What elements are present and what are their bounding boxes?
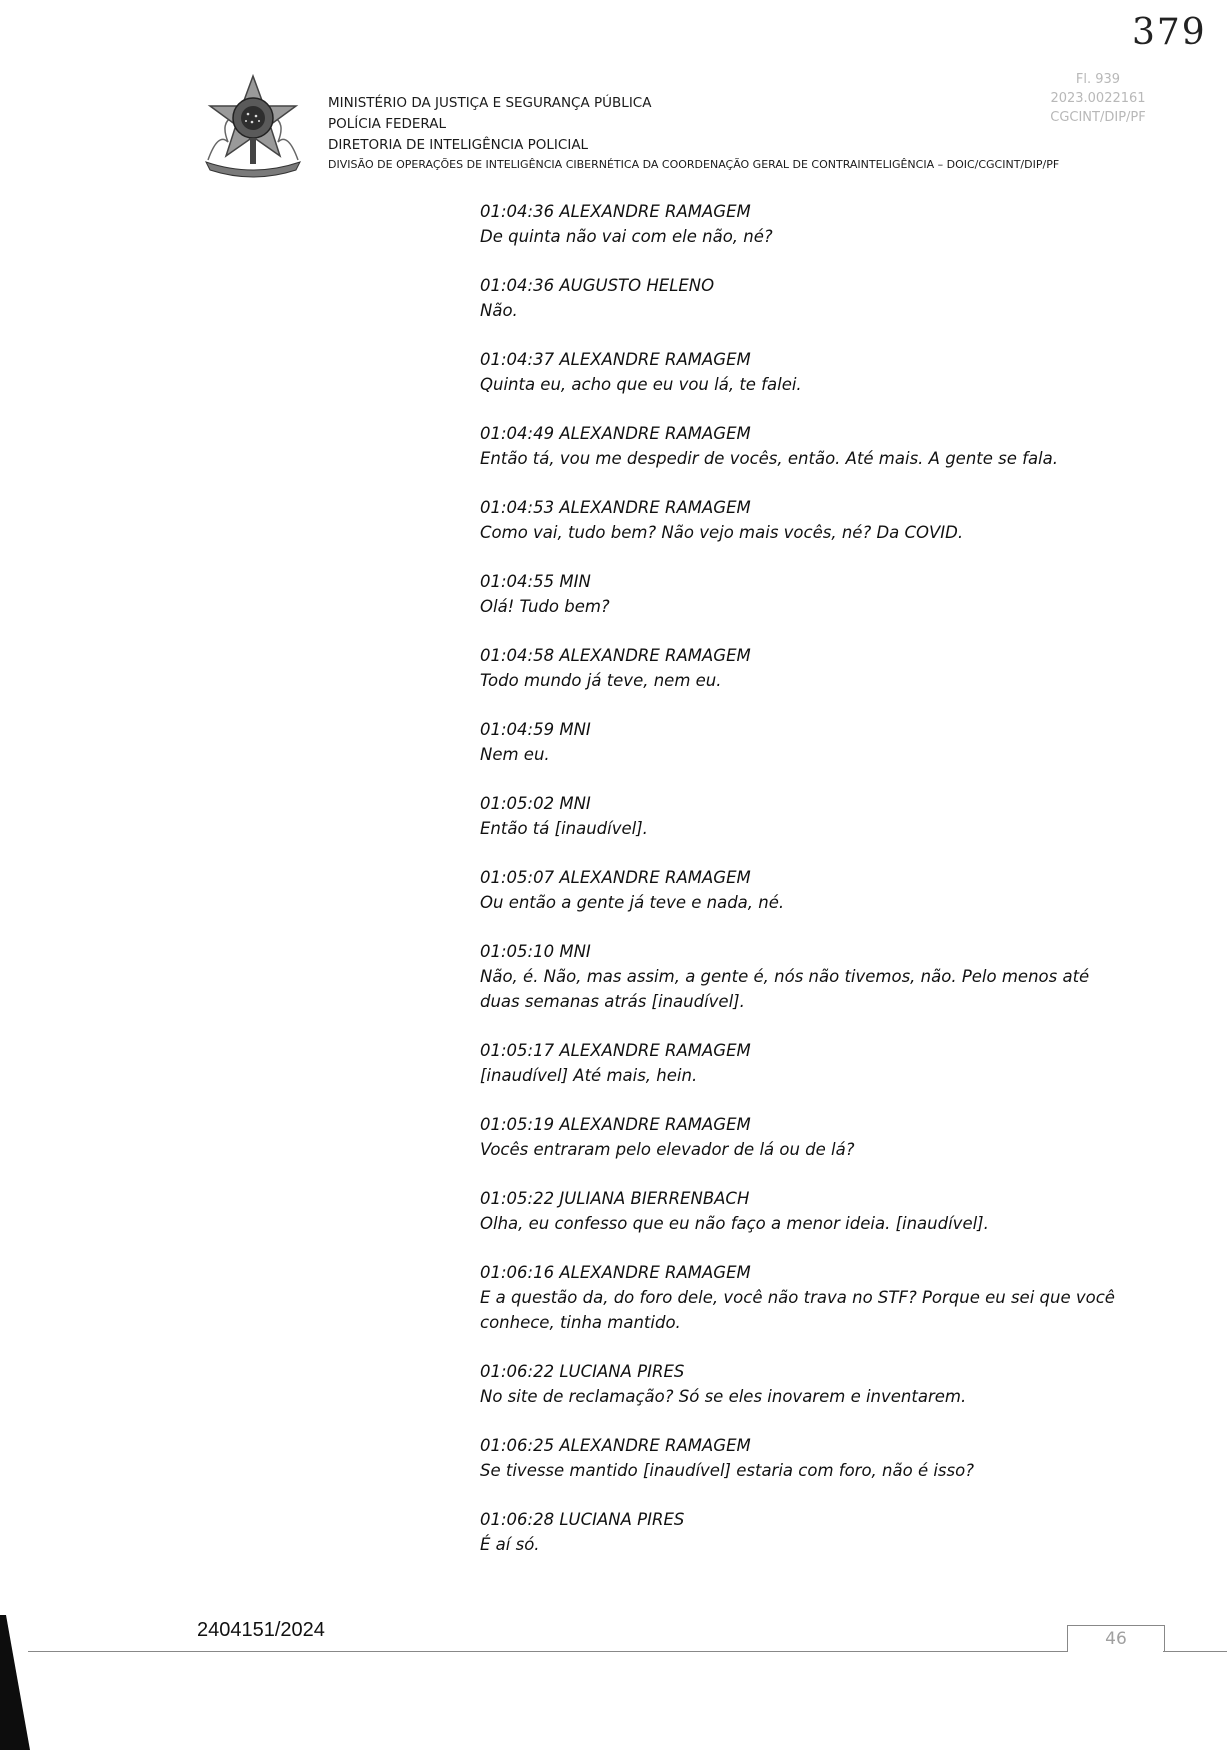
footer-page-number: 46: [1067, 1625, 1165, 1652]
speaker-timestamp: 01:05:07 ALEXANDRE RAMAGEM: [480, 868, 751, 887]
footer-rule-right: [1163, 1651, 1227, 1652]
transcript-entry: [480, 717, 1120, 767]
utterance: Vocês entraram pelo elevador de lá ou de lá?: [480, 1140, 855, 1159]
speaker-timestamp: 01:04:55 MIN: [480, 572, 591, 591]
utterance: E a questão da, do foro dele, você não trava no STF? Porque eu sei que você conhece, tinha mantido.: [480, 1288, 1115, 1332]
transcript-entry: [480, 347, 1120, 397]
utterance: É aí só.: [480, 1535, 540, 1554]
transcript-entry: [480, 1260, 1120, 1335]
utterance: Ou então a gente já teve e nada, né.: [480, 893, 785, 912]
utterance: Olá! Tudo bem?: [480, 597, 610, 616]
speaker-timestamp: 01:05:22 JULIANA BIERRENBACH: [480, 1189, 750, 1208]
footer-rule: [28, 1651, 1068, 1652]
utterance: [inaudível] Até mais, hein.: [480, 1066, 698, 1085]
utterance: Então tá [inaudível].: [480, 819, 648, 838]
speaker-timestamp: 01:05:10 MNI: [480, 942, 591, 961]
transcript-entry: [480, 273, 1120, 323]
directorate-line: DIRETORIA DE INTELIGÊNCIA POLICIAL: [328, 137, 589, 153]
ministry-line: MINISTÉRIO DA JUSTIÇA E SEGURANÇA PÚBLICA: [328, 95, 652, 111]
utterance: Se tivesse mantido [inaudível] estaria com foro, não é isso?: [480, 1461, 974, 1480]
speaker-timestamp: 01:04:58 ALEXANDRE RAMAGEM: [480, 646, 751, 665]
utterance: Nem eu.: [480, 745, 550, 764]
police-line: POLÍCIA FEDERAL: [328, 116, 447, 132]
utterance: Então tá, vou me despedir de vocês, então. Até mais. A gente se fala.: [480, 449, 1058, 468]
transcript-entry: [480, 1186, 1120, 1236]
transcript-entry: [480, 421, 1120, 471]
utterance: Todo mundo já teve, nem eu.: [480, 671, 722, 690]
speaker-timestamp: 01:04:36 ALEXANDRE RAMAGEM: [480, 202, 751, 221]
transcript-entry: [480, 1507, 1120, 1557]
transcript-entry: [480, 939, 1120, 1014]
transcript-entry: [480, 1112, 1120, 1162]
stamp-unit: CGCINT/DIP/PF: [1050, 110, 1146, 125]
utterance: De quinta não vai com ele não, né?: [480, 227, 773, 246]
speaker-timestamp: 01:04:53 ALEXANDRE RAMAGEM: [480, 498, 751, 517]
transcript-entry: [480, 569, 1120, 619]
document-id: 2404151/2024: [197, 1619, 325, 1641]
scan-edge-shadow: [0, 1615, 30, 1750]
transcript-entry: [480, 1433, 1120, 1483]
speaker-timestamp: 01:04:59 MNI: [480, 720, 591, 739]
transcript-entry: [480, 1359, 1120, 1409]
speaker-timestamp: 01:06:22 LUCIANA PIRES: [480, 1362, 685, 1381]
utterance: Olha, eu confesso que eu não faço a menor ideia. [inaudível].: [480, 1214, 989, 1233]
speaker-timestamp: 01:06:25 ALEXANDRE RAMAGEM: [480, 1436, 751, 1455]
transcript: [480, 199, 1120, 1581]
division-line: DIVISÃO DE OPERAÇÕES DE INTELIGÊNCIA CIBERNÉTICA DA COORDENAÇÃO GERAL DE CONTRAINTELIGÊNCIA – DOIC/CGCINT/DIP/PF: [328, 158, 1060, 171]
utterance: No site de reclamação? Só se eles inovarem e inventarem.: [480, 1387, 967, 1406]
transcript-entry: [480, 495, 1120, 545]
speaker-timestamp: 01:06:16 ALEXANDRE RAMAGEM: [480, 1263, 751, 1282]
utterance: Não, é. Não, mas assim, a gente é, nós não tivemos, não. Pelo menos até duas semanas atrás [inaudível].: [480, 967, 1090, 1011]
transcript-entry: [480, 791, 1120, 841]
folio-number: Fl. 939: [1075, 72, 1121, 87]
brazil-coat-of-arms-icon: [198, 72, 308, 182]
speaker-timestamp: 01:05:19 ALEXANDRE RAMAGEM: [480, 1115, 751, 1134]
handwritten-page-number: 379: [1132, 12, 1207, 53]
transcript-entry: [480, 1038, 1120, 1088]
utterance: Quinta eu, acho que eu vou lá, te falei.: [480, 375, 802, 394]
utterance: Como vai, tudo bem? Não vejo mais vocês, né? Da COVID.: [480, 523, 964, 542]
process-number: 2023.0022161: [1050, 91, 1146, 106]
speaker-timestamp: 01:04:49 ALEXANDRE RAMAGEM: [480, 424, 751, 443]
transcript-entry: [480, 643, 1120, 693]
speaker-timestamp: 01:06:28 LUCIANA PIRES: [480, 1510, 685, 1529]
speaker-timestamp: 01:05:17 ALEXANDRE RAMAGEM: [480, 1041, 751, 1060]
letterhead: [328, 93, 1059, 174]
utterance: Não.: [480, 301, 518, 320]
transcript-entry: [480, 865, 1120, 915]
transcript-entry: [480, 199, 1120, 249]
speaker-timestamp: 01:04:37 ALEXANDRE RAMAGEM: [480, 350, 751, 369]
speaker-timestamp: 01:05:02 MNI: [480, 794, 591, 813]
speaker-timestamp: 01:04:36 AUGUSTO HELENO: [480, 276, 715, 295]
